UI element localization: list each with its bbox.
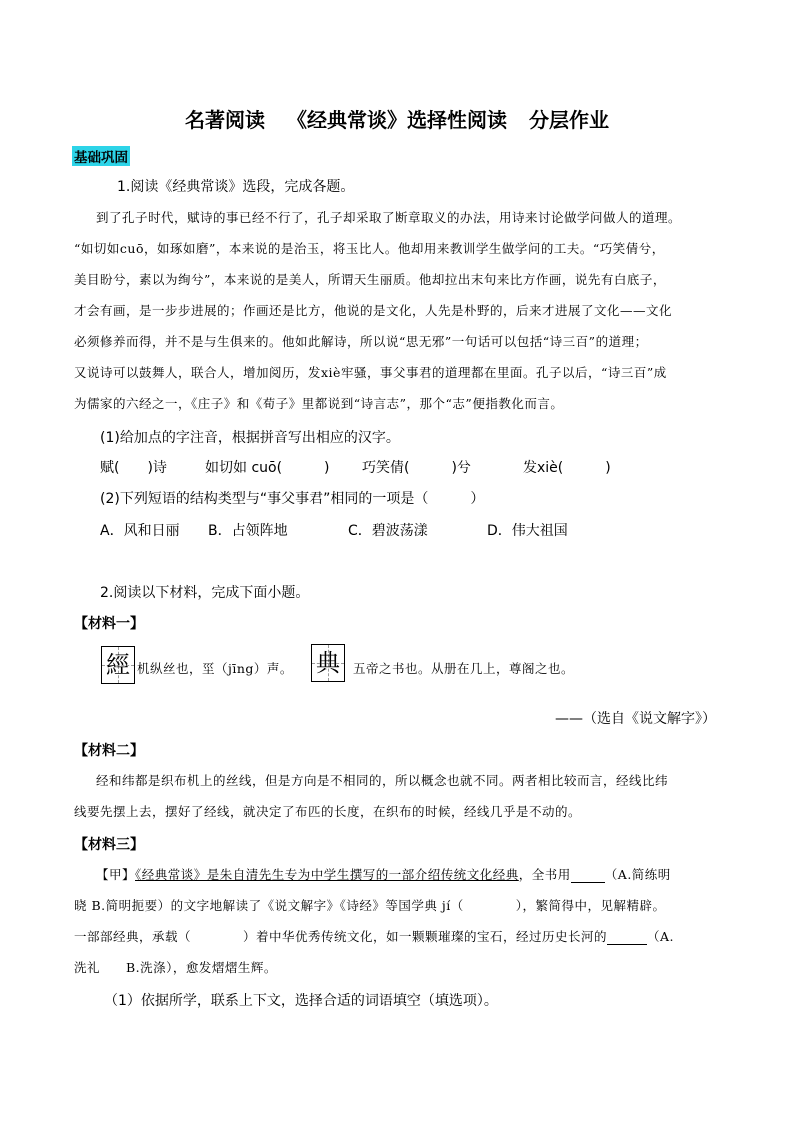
q1-sub2: (2)下列短语的结构类型与“事父事君”相同的一项是（ ） [100,491,485,507]
material-3-heading: 【材料三】 [74,837,144,853]
seal-glyph-jing: 經 [101,646,135,684]
q1-sub1: (1)给加点的字注音，根据拼音写出相应的汉字。 [100,430,400,446]
passage-line: 为儒家的六经之一，《庄子》和《荀子》里都说到“诗言志”，那个“志”便指教化而言。 [74,396,564,411]
jia-tag: 【甲】 [96,867,136,882]
material-2-line: 经和纬都是织布机上的丝线，但是方向是不相同的，所以概念也就不同。两者相比较而言，经线比纬 [96,773,669,788]
answer-blank[interactable] [607,931,647,945]
q2-stem: 2.阅读以下材料，完成下面小题。 [100,585,310,601]
answer-blank[interactable] [571,869,605,883]
fill-item[interactable]: 巧笑倩( )兮 [362,460,471,476]
material-1-text-2: 五帝之书也。从册在几上，尊阁之也。 [353,661,575,676]
material-1-text-1: 机纵丝也，坙（jīng）声。 [137,661,293,676]
passage-line: “如切如cuō，如琢如磨”，本来说的是治玉，将玉比人。他却用来教训学生做学问的工夫。“巧笑倩兮， [74,241,665,256]
seal-glyph-dian: 典 [311,644,345,682]
material-3-line-2: 晓 B.简明扼要）的文字地解读了《说文解字》《诗经》等国学典 jí（ ），繁简得中，见解精辟。 [74,898,666,913]
material-2-line: 线要先摆上去，摆好了经线，就决定了布匹的长度，在织布的时候，经线几乎是不动的。 [74,804,582,819]
option-a[interactable]: A．风和日丽 [100,523,180,539]
material-3-line-3: 一部部经典，承载（ ）着中华优秀传统文化，如一颗颗璀璨的宝石，经过历史长河的 （A. [74,929,675,944]
title-part-2: 《经典常谈》选择性阅读 [287,108,507,132]
q1-stem: 1.阅读《经典常谈》选段，完成各题。 [117,179,355,195]
material-3-line-4: 洗礼 B.洗涤），愈发熠熠生辉。 [74,960,277,975]
option-b[interactable]: B．占领阵地 [208,523,288,539]
fill-item[interactable]: 发xiè( ) [523,460,611,476]
fill-item[interactable]: 如切如 cuō( ) [205,460,330,476]
page-title [0,104,794,133]
option-c[interactable]: C．碧波荡漾 [348,523,428,539]
material-1-heading: 【材料一】 [74,616,144,632]
passage-line: 到了孔子时代，赋诗的事已经不行了，孔子却采取了断章取义的办法，用诗来讨论做学问做人的道理。 [96,210,682,225]
material-1-source: ——（选自《说文解字》） [555,711,716,727]
section-label: 基础巩固 [72,146,130,166]
material-2-heading: 【材料二】 [74,743,144,759]
fill-item[interactable]: 赋( )诗 [100,460,167,476]
material-3-line-1: 【甲】《经典常谈》是朱自清先生专为中学生撰写的一部介绍传统文化经典，全书用 （A.简练明 [96,867,671,882]
q2-sub1: （1）依据所学，联系上下文，选择合适的词语填空（填选项）。 [104,993,498,1009]
passage-line: 又说诗可以鼓舞人，联合人，增加阅历，发xiè牢骚，事父事君的道理都在里面。孔子以后，“诗三百”成 [74,365,667,380]
title-part-3: 分层作业 [529,108,609,132]
option-d[interactable]: D．伟大祖国 [487,523,568,539]
passage-line: 才会有画，是一步步进展的；作画还是比方，他说的是文化，人先是朴野的，后来才进展了文化——文化 [74,303,673,318]
passage-line: 必须修养而得，并不是与生俱来的。他如此解诗，所以说“思无邪”一句话可以包括“诗三百”的道理； [74,334,648,349]
underlined-phrase: 《经典常谈》是朱自清先生专为中学生撰写的一部介绍传统文化经典 [135,867,519,882]
title-part-1: 名著阅读 [185,108,265,132]
passage-line: 美目盼兮，素以为绚兮”，本来说的是美人，所谓天生丽质。他却拉出末句来比方作画，说先有白底子， [74,272,666,287]
